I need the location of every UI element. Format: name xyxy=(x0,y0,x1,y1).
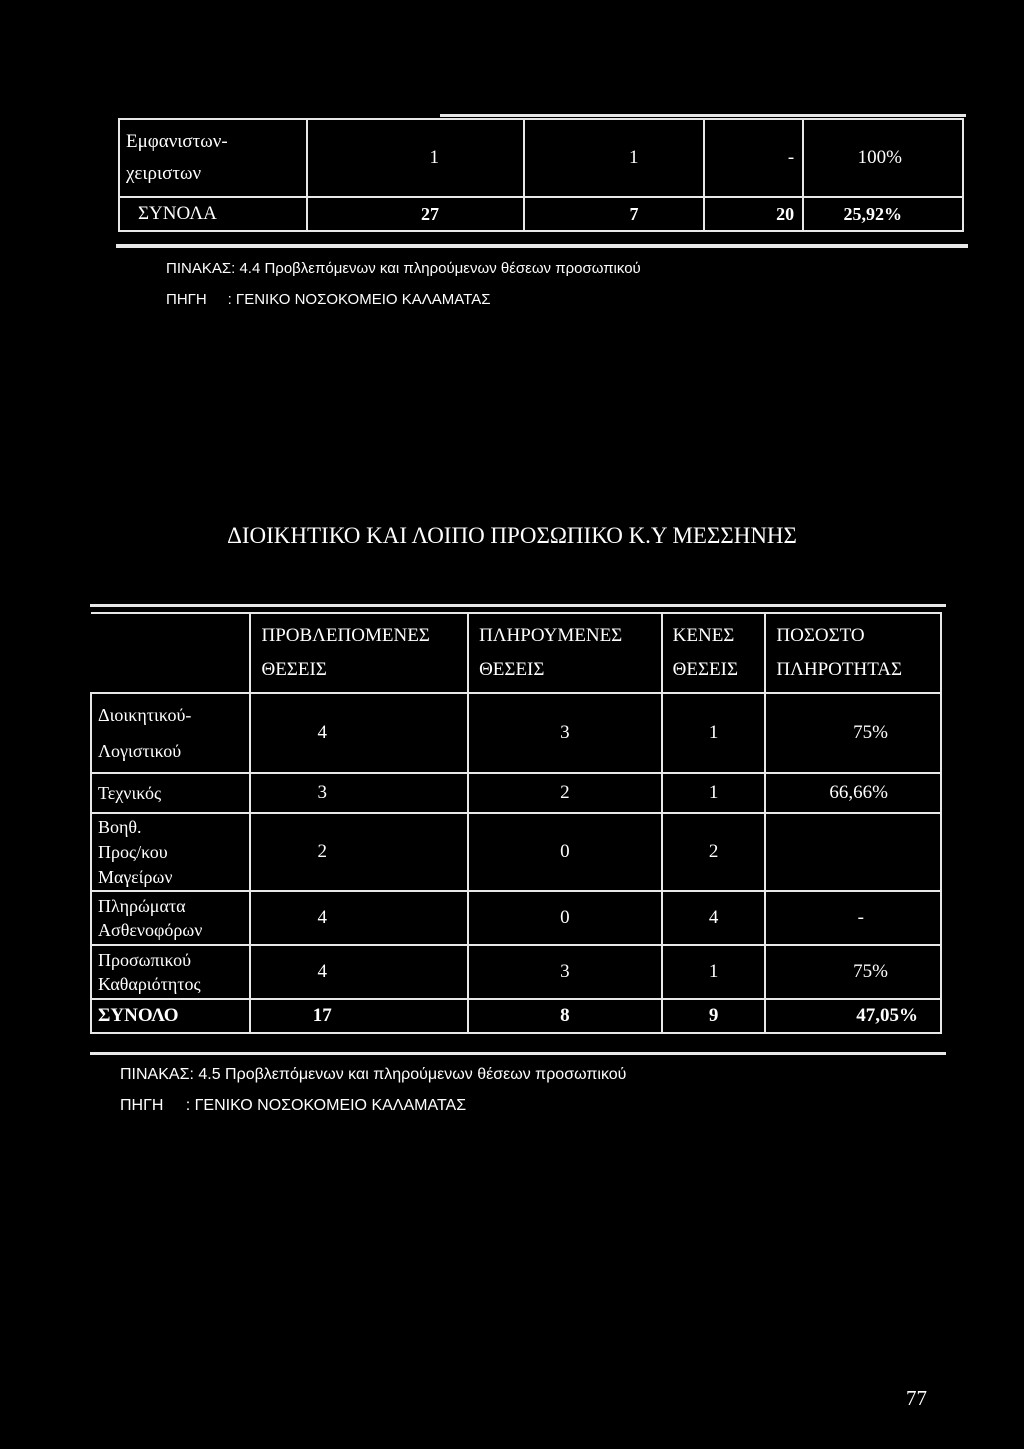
table-row xyxy=(91,773,941,813)
cell-value: 27 xyxy=(307,197,524,231)
row-label-line: χειριστων xyxy=(126,163,202,184)
cell-value: 66,66% xyxy=(765,773,941,813)
row-label xyxy=(91,693,250,773)
cell-value: 17 xyxy=(250,999,468,1033)
column-header-line: ΠΛΗΡΟΤΗΤΑΣ xyxy=(776,659,903,680)
row-label-line: Προς/κου xyxy=(98,841,168,862)
cell-value: 3 xyxy=(468,945,662,999)
column-header-line: ΠΛΗΡΟΥΜΕΝΕΣ xyxy=(479,625,623,646)
row-label-line: Προσωπικού xyxy=(98,950,192,970)
cell-value: 1 xyxy=(662,945,766,999)
section-title: ΔΙΟΙΚΗΤΙΚΟ ΚΑΙ ΛΟΙΠΟ ΠΡΟΣΩΠΙΚΟ Κ.Υ ΜΕΣΣΗΝΗΣ xyxy=(227,523,797,548)
table-4-5 xyxy=(90,612,942,1034)
row-label xyxy=(91,891,250,945)
cell-value: 1 xyxy=(662,693,766,773)
column-header xyxy=(662,613,766,693)
cell-value: - xyxy=(704,119,804,197)
column-header-line: ΘΕΣΕΙΣ xyxy=(261,659,327,680)
row-label: Τεχνικός xyxy=(91,773,250,813)
row-label-line: Διοικητικού- xyxy=(98,705,192,725)
table-caption: ΠΙΝΑΚΑΣ: 4.5 Προβλεπόμενων και πληρούμενων θέσεων προσωπικού xyxy=(120,1066,627,1083)
cell-value: 2 xyxy=(468,773,662,813)
table-4-4-continuation xyxy=(118,118,964,232)
table-row xyxy=(119,119,963,197)
row-label xyxy=(91,945,250,999)
table-header-row xyxy=(91,613,941,693)
row-label-line: Καθαριότητος xyxy=(98,974,201,994)
cell-value: 1 xyxy=(307,119,524,197)
row-label xyxy=(119,119,307,197)
row-label-line: Ασθενοφόρων xyxy=(98,920,203,940)
cell-value xyxy=(765,813,941,891)
table2-top-border xyxy=(90,604,946,607)
row-label: ΣΥΝΟΛΑ xyxy=(119,197,307,231)
page-number: 77 xyxy=(906,1386,927,1410)
table-caption: ΠΙΝΑΚΑΣ: 4.4 Προβλεπόμενων και πληρούμενων θέσεων προσωπικού xyxy=(166,260,641,277)
table-row xyxy=(119,197,963,231)
row-label-line: Λογιστικού xyxy=(98,741,182,761)
cell-value: 9 xyxy=(662,999,766,1033)
row-label-line: Βοηθ. xyxy=(98,816,142,837)
column-header-line: ΚΕΝΕΣ xyxy=(672,625,735,646)
column-header-line: ΠΟΣΟΣΤΟ xyxy=(776,625,865,646)
table-row xyxy=(91,945,941,999)
cell-value: 2 xyxy=(250,813,468,891)
column-header xyxy=(468,613,662,693)
cell-value: 4 xyxy=(250,945,468,999)
cell-value: 0 xyxy=(468,891,662,945)
cell-value: 4 xyxy=(250,891,468,945)
table-source: ΠΗΓΗ : ΓΕΝΙΚΟ ΝΟΣΟΚΟΜΕΙΟ ΚΑΛΑΜΑΤΑΣ xyxy=(166,291,491,308)
table1-bottom-border xyxy=(116,244,968,248)
cell-value: 3 xyxy=(468,693,662,773)
cell-value: 2 xyxy=(662,813,766,891)
row-label xyxy=(91,813,250,891)
table2-bottom-border xyxy=(90,1052,946,1055)
cell-value: 100% xyxy=(803,119,963,197)
cell-value: 8 xyxy=(468,999,662,1033)
cell-value: 4 xyxy=(662,891,766,945)
row-label-line: Μαγείρων xyxy=(98,866,173,887)
cell-value: 0 xyxy=(468,813,662,891)
table-total-row xyxy=(91,999,941,1033)
cell-value: 25,92% xyxy=(803,197,963,231)
table-row xyxy=(91,693,941,773)
table-row xyxy=(91,891,941,945)
corner-cell xyxy=(91,613,250,693)
table-source: ΠΗΓΗ : ΓΕΝΙΚΟ ΝΟΣΟΚΟΜΕΙΟ ΚΑΛΑΜΑΤΑΣ xyxy=(120,1097,467,1114)
row-label-line: Εμφανιστων- xyxy=(126,131,228,152)
cell-value: 1 xyxy=(524,119,703,197)
column-header xyxy=(250,613,468,693)
row-label-line: Πληρώματα xyxy=(98,896,186,916)
cell-value: 75% xyxy=(765,945,941,999)
cell-value: 3 xyxy=(250,773,468,813)
cell-value: 75% xyxy=(765,693,941,773)
cell-value: 47,05% xyxy=(765,999,941,1033)
column-header-line: ΘΕΣΕΙΣ xyxy=(672,659,739,680)
cell-value: - xyxy=(765,891,941,945)
cell-value: 1 xyxy=(662,773,766,813)
cell-value: 4 xyxy=(250,693,468,773)
cell-value: 20 xyxy=(704,197,804,231)
row-label: ΣΥΝΟΛΟ xyxy=(91,999,250,1033)
cell-value: 7 xyxy=(524,197,703,231)
column-header-line: ΘΕΣΕΙΣ xyxy=(479,659,545,680)
column-header xyxy=(765,613,941,693)
table-row xyxy=(91,813,941,891)
table1-top-border xyxy=(440,114,966,117)
column-header-line: ΠΡΟΒΛΕΠΟΜΕΝΕΣ xyxy=(261,625,430,646)
